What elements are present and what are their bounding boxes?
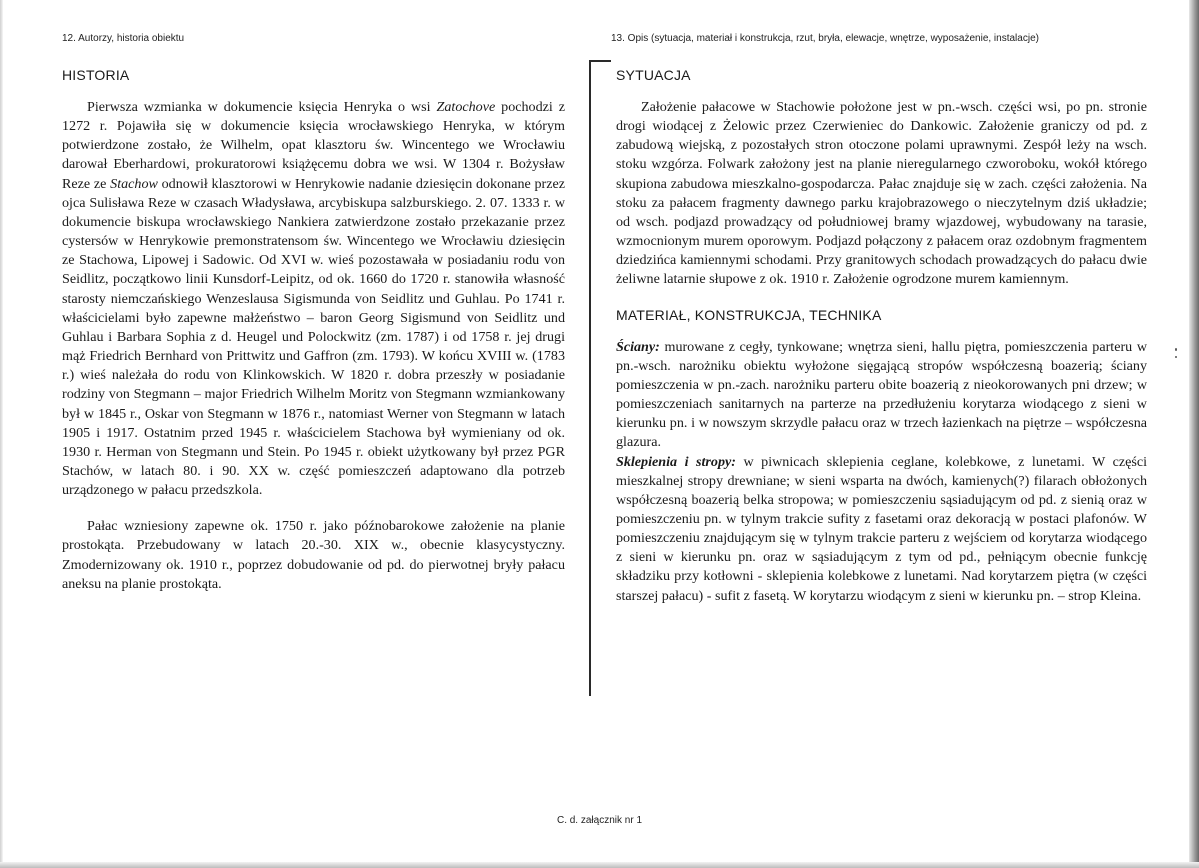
- column-divider-tick: [589, 60, 611, 62]
- history-heading: HISTORIA: [62, 67, 130, 83]
- description-column: [616, 60, 1147, 606]
- footer-attachment-note: C. d. załącznik nr 1: [556, 815, 643, 826]
- walls-paragraph: [616, 338, 1147, 453]
- history-paragraph-1: [62, 98, 565, 500]
- history-p1-zatochove: Zatochove: [436, 99, 496, 115]
- section-header-description: 13. Opis (sytuacja, materiał i konstrukcja, rzut, bryła, elewacje, wnętrze, wyposażenie, instalacje): [611, 33, 1039, 44]
- vaults-label: Sklepienia i stropy:: [616, 453, 736, 470]
- material-heading: MATERIAŁ, KONSTRUKCJA, TECHNIKA: [616, 306, 882, 323]
- history-p1-text-e: odnowił klasztorowi w Henrykowie nadanie dziesięcin dokonane przez ojca Sulisława Reze w czasach Władysława, arcybiskupa salzburskiego. 2. 07. 1333 r. w dokumencie biskupa wrocławskiego Nankiera zatwierdzone zostało przekazanie przez cystersów w Henrykowie premonstratensom św. Wincentego we Wrocławiu dziesięcin ze Stachowa, Lipowej i Sadowic. Od XVI w. wieś pozostawała w posiadaniu rodu von Seidlitz, początkowo linii Kunsdorf-Leipitz, od ok. 1660 do 1720 r. stanowiła własność starosty niemczańskiego Wenzeslausa Sigismunda von Seidlitz und Guhlau. Po 1741 r. właścicielami było zapewne małżeństwo – baron Georg Sigismund von Seidlitz und Guhlau i Barbara Sophia z d. Heugel und Polockwitz (zm. 1787) i od 1758 r. jej drugi mąż Friedrich Bernhard von Prittwitz und Gaffron (zm. 1793). W końcu XVIII w. (1783 r.) wieś należała do rodu von Klinkowskich. W 1820 r. dobra przeszły w posiadanie rodziny von Stegmann – major Friedrich Wilhelm Moritz von Stegmann wzmiankowany był w 1845 r., Oskar von Stegmann w 1876 r., natomiast Werner von Stegmann w latach 1905 i 1917. Ostatnim przed 1945 r. właścicielem Stachowa był wymieniany od ok. 1930 r. Herman von Stegmann und Stein. Po 1945 r. obiekt użytkowany był przez PGR Stachów, w latach 80. i 90. XX w. część pomieszczeń adaptowano dla potrzeb urządzonego w pałacu przedszkola.: [62, 175, 565, 499]
- scan-speck: [1175, 356, 1177, 358]
- column-divider: [589, 60, 591, 696]
- section-header-authors-history: 12. Autorzy, historia obiektu: [62, 33, 185, 44]
- scan-speck: [1175, 348, 1177, 351]
- history-column: [62, 60, 565, 594]
- scan-edge-right: [1189, 0, 1199, 868]
- scan-edge-bottom: [0, 862, 1199, 868]
- history-paragraph-2: Pałac wzniesiony zapewne ok. 1750 r. jako późnobarokowe założenie na planie prostokąta. Przebudowany w latach 20.-30. XIX w., obecnie klasycystyczny. Zmodernizowany ok. 1910 r., poprzez dobudowanie od pd. do pierwotnej bryły pałacu aneksu na planie prostokąta.: [62, 518, 565, 592]
- history-p1-text-a: Pierwsza wzmianka w dokumencie księcia Henryka o wsi: [87, 99, 437, 115]
- walls-text: murowane z cegły, tynkowane; wnętrza sieni, hallu piętra, pomieszczenia parteru w pn.-wsch. narożniku obiektu wyłożone sięgającą stropów współczesną boazerią; ściany pomieszczenia w pn.-zach. narożniku parteru obite boazerią z nieokorowanych pni drzew; w pomieszczeniach sanitarnych na parterze na przedłużeniu korytarza wiodącego z sieni w kierunku pn. i w nowszym skrzydle pałacu oraz w trzech łazienkach na piętrze – współczesna glazura.: [616, 338, 1147, 451]
- vaults-text: w piwnicach sklepienia ceglane, kolebkowe, z lunetami. W części mieszkalnej stropy drewniane; w sieni wsparta na dwóch, kamienych(?) filarach obłożonych współczesną boazerią belka stropowa; w pomieszczeniu sąsiadującym od pd. z sienią oraz w pomieszczeniu pn. w tylnym trakcie sufity z fasetami oraz dekoracją w postaci plafonów. W pomieszczeniu znajdującym się w tylnym trakcie parteru z wejściem od korytarza wiodącego z sieni w kierunku pn. oraz w sąsiadującym z tym od pd., pełniącym obecnie funkcję składziku przy kotłowni - sklepienia kolebkowe z lunetami. Nad korytarzem piętra (w części starszej pałacu) - sufit z fasetą. W korytarzu wiodącym z sieni w kierunku pn. – strop Kleina.: [616, 453, 1148, 604]
- situation-paragraph: Założenie pałacowe w Stachowie położone jest w pn.-wsch. części wsi, po pn. stronie drogi wiodącej z Żelowic przez Czerwieniec do Dankowic. Założenie graniczy od pd. z zabudową wiejską, z pozostałych stron otoczone polami uprawnymi. Zespół leży na wsch. stoku wzgórza. Folwark założony jest na planie nieregularnego czworoboku, wokół którego skupiona zabudowa mieszkalno-gospodarcza. Pałac znajduje się w zach. części założenia. Na stoku za pałacem fragmenty dawnego parku krajobrazowego o nieczytelnym dziś układzie; od wsch. podjazd prowadzący od południowej bramy wjazdowej, wybudowany na tarasie, wzmocnionym murem oporowym. Podjazd połączony z pałacem oraz ozdobnym fragmentem dziedzińca kamiennymi schodami. Przy granitowych schodach prowadzących do pałacu dwie żeliwne latarnie słupowe z ok. 1910 r. Założenie ogrodzone murem kamiennym.: [616, 99, 1147, 288]
- vaults-paragraph: [616, 453, 1147, 606]
- history-p1-stachow: Stachow: [110, 175, 158, 192]
- walls-label: Ściany:: [616, 338, 660, 355]
- situation-heading: SYTUACJA: [616, 67, 691, 83]
- history-p1-text-c: pochodzi z 1272 r. Pojawiła się w dokumencie księcia wrocławskiego Henryka, w którym potwierdzone zostało, że Wilhelm, opat klasztoru św. Wincentego we Wrocławiu darował Eberhardowi, prokuratorowi książęcemu dobra we wsi. W 1304 r. Bożysław Reze ze: [62, 99, 565, 192]
- scan-edge-left: [0, 0, 3, 868]
